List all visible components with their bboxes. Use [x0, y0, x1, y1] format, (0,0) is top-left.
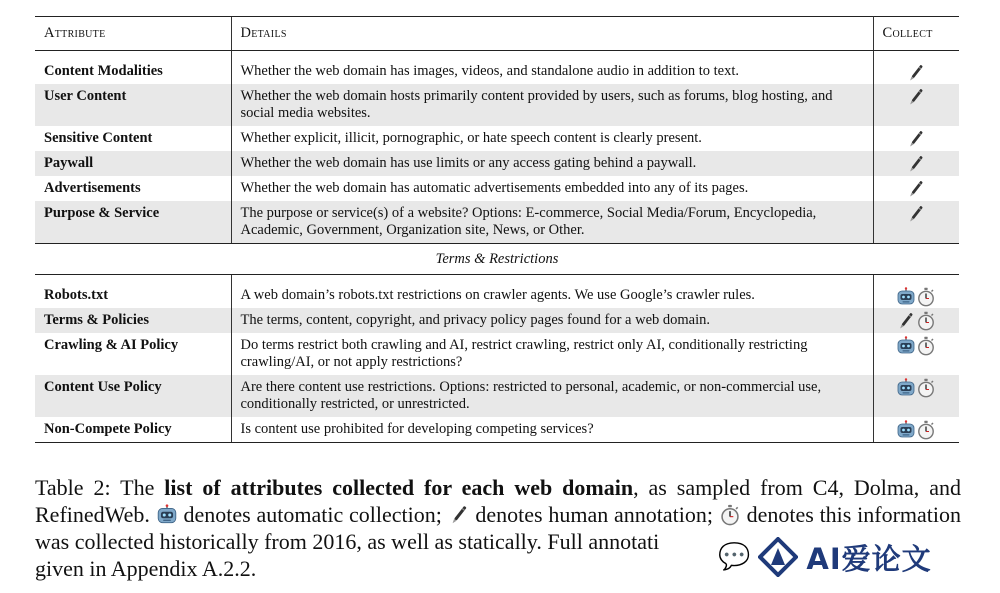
table-body-general	[35, 51, 959, 244]
collect-cell	[873, 201, 959, 244]
details-cell: The terms, content, copyright, and privacy policy pages found for a web domain.	[231, 308, 873, 333]
collect-cell	[873, 308, 959, 333]
section-row	[35, 244, 959, 275]
watermark-text: AI爱论文	[806, 541, 932, 576]
ai-logo-icon	[758, 537, 798, 577]
stopwatch-icon	[916, 378, 936, 398]
pen-icon	[906, 63, 926, 83]
robot-icon	[896, 336, 916, 356]
stopwatch-icon	[719, 504, 741, 526]
collect-cell	[873, 275, 959, 309]
collect-cell	[873, 84, 959, 126]
watermark	[718, 532, 988, 582]
details-cell: Whether the web domain has images, videos, and standalone audio in addition to text.	[231, 51, 873, 85]
pen-icon	[448, 504, 470, 526]
collect-cell	[873, 151, 959, 176]
attribute-cell: Sensitive Content	[44, 130, 153, 146]
collect-cell	[873, 51, 959, 85]
attribute-cell: Crawling & AI Policy	[44, 337, 179, 353]
table-row	[35, 375, 959, 417]
attribute-cell: Purpose & Service	[35, 201, 231, 244]
pen-icon	[906, 129, 926, 149]
table-row	[35, 84, 959, 126]
pen-icon	[906, 204, 926, 224]
table-row	[35, 333, 959, 375]
caption-prefix: Table 2: The	[35, 475, 165, 500]
caption-tail: given in Appendix A.2.2.	[35, 556, 257, 581]
stopwatch-icon	[916, 311, 936, 331]
header-collect: Collect	[873, 17, 959, 51]
attribute-cell: Paywall	[35, 151, 231, 176]
attribute-cell: Non-Compete Policy	[35, 417, 231, 443]
robot-icon	[896, 287, 916, 307]
caption-auto: denotes automatic collection;	[177, 502, 448, 527]
header-details: Details	[231, 17, 873, 51]
table-row	[35, 201, 959, 244]
table-row	[35, 126, 959, 151]
details-cell: The purpose or service(s) of a website? Options: E-commerce, Social Media/Forum, Encyclopedia, Academic, Government, Organization site, News, or Other.	[231, 201, 873, 244]
attribute-cell: Content Use Policy	[35, 375, 231, 417]
attribute-cell: Robots.txt	[44, 287, 109, 303]
collect-cell	[873, 375, 959, 417]
attributes-table	[35, 16, 959, 443]
stopwatch-icon	[916, 336, 936, 356]
table-row	[35, 275, 959, 309]
collect-cell	[873, 333, 959, 375]
attribute-cell: Advertisements	[44, 180, 141, 196]
attribute-cell: Terms & Policies	[35, 308, 231, 333]
table-row	[35, 308, 959, 333]
robot-icon	[896, 420, 916, 440]
table-row	[35, 417, 959, 443]
caption-mid: , as sampled from C4, Dolma, and RefinedWeb.	[35, 475, 961, 527]
collect-cell	[873, 176, 959, 201]
attribute-cell: Content Modalities	[44, 63, 163, 79]
attributes-table-container	[35, 16, 959, 443]
pen-icon	[896, 311, 916, 331]
details-cell: Are there content use restrictions. Options: restricted to personal, academic, or non-commercial use, conditionally restricted, or unrestricted.	[231, 375, 873, 417]
robot-icon	[896, 378, 916, 398]
table-row	[35, 176, 959, 201]
section-label: Terms & Restrictions	[35, 244, 959, 275]
stopwatch-icon	[916, 287, 936, 307]
details-cell: Whether the web domain hosts primarily content provided by users, such as forums, blog hosting, and social media websites.	[231, 84, 873, 126]
table-header-row	[35, 17, 959, 51]
table-row	[35, 151, 959, 176]
details-cell: Do terms restrict both crawling and AI, restrict crawling, restrict only AI, conditionally restricting crawling/AI, or not apply restrictions?	[231, 333, 873, 375]
details-cell: Is content use prohibited for developing competing services?	[231, 417, 873, 443]
collect-cell	[873, 126, 959, 151]
header-attribute: Attribute	[35, 17, 231, 51]
details-cell: Whether the web domain has use limits or any access gating behind a paywall.	[231, 151, 873, 176]
caption-human: denotes human annotation;	[469, 502, 719, 527]
chat-bubble-icon: 💬	[718, 542, 751, 572]
details-cell: Whether the web domain has automatic advertisements embedded into any of its pages.	[231, 176, 873, 201]
details-cell: Whether explicit, illicit, pornographic, or hate speech content is clearly present.	[231, 126, 873, 151]
collect-cell	[873, 417, 959, 443]
caption-bold: list of attributes collected for each web domain	[164, 475, 634, 500]
attribute-cell: User Content	[35, 84, 231, 126]
robot-icon	[156, 504, 178, 526]
caption-hist: denotes this information was collected historically from 2016, as well as statically. Full annotati	[35, 502, 962, 554]
pen-icon	[906, 87, 926, 107]
table-body-terms	[35, 275, 959, 443]
pen-icon	[906, 154, 926, 174]
stopwatch-icon	[916, 420, 936, 440]
table-row	[35, 51, 959, 85]
pen-icon	[906, 179, 926, 199]
details-cell: A web domain’s robots.txt restrictions on crawler agents. We use Google’s crawler rules.	[231, 275, 873, 309]
